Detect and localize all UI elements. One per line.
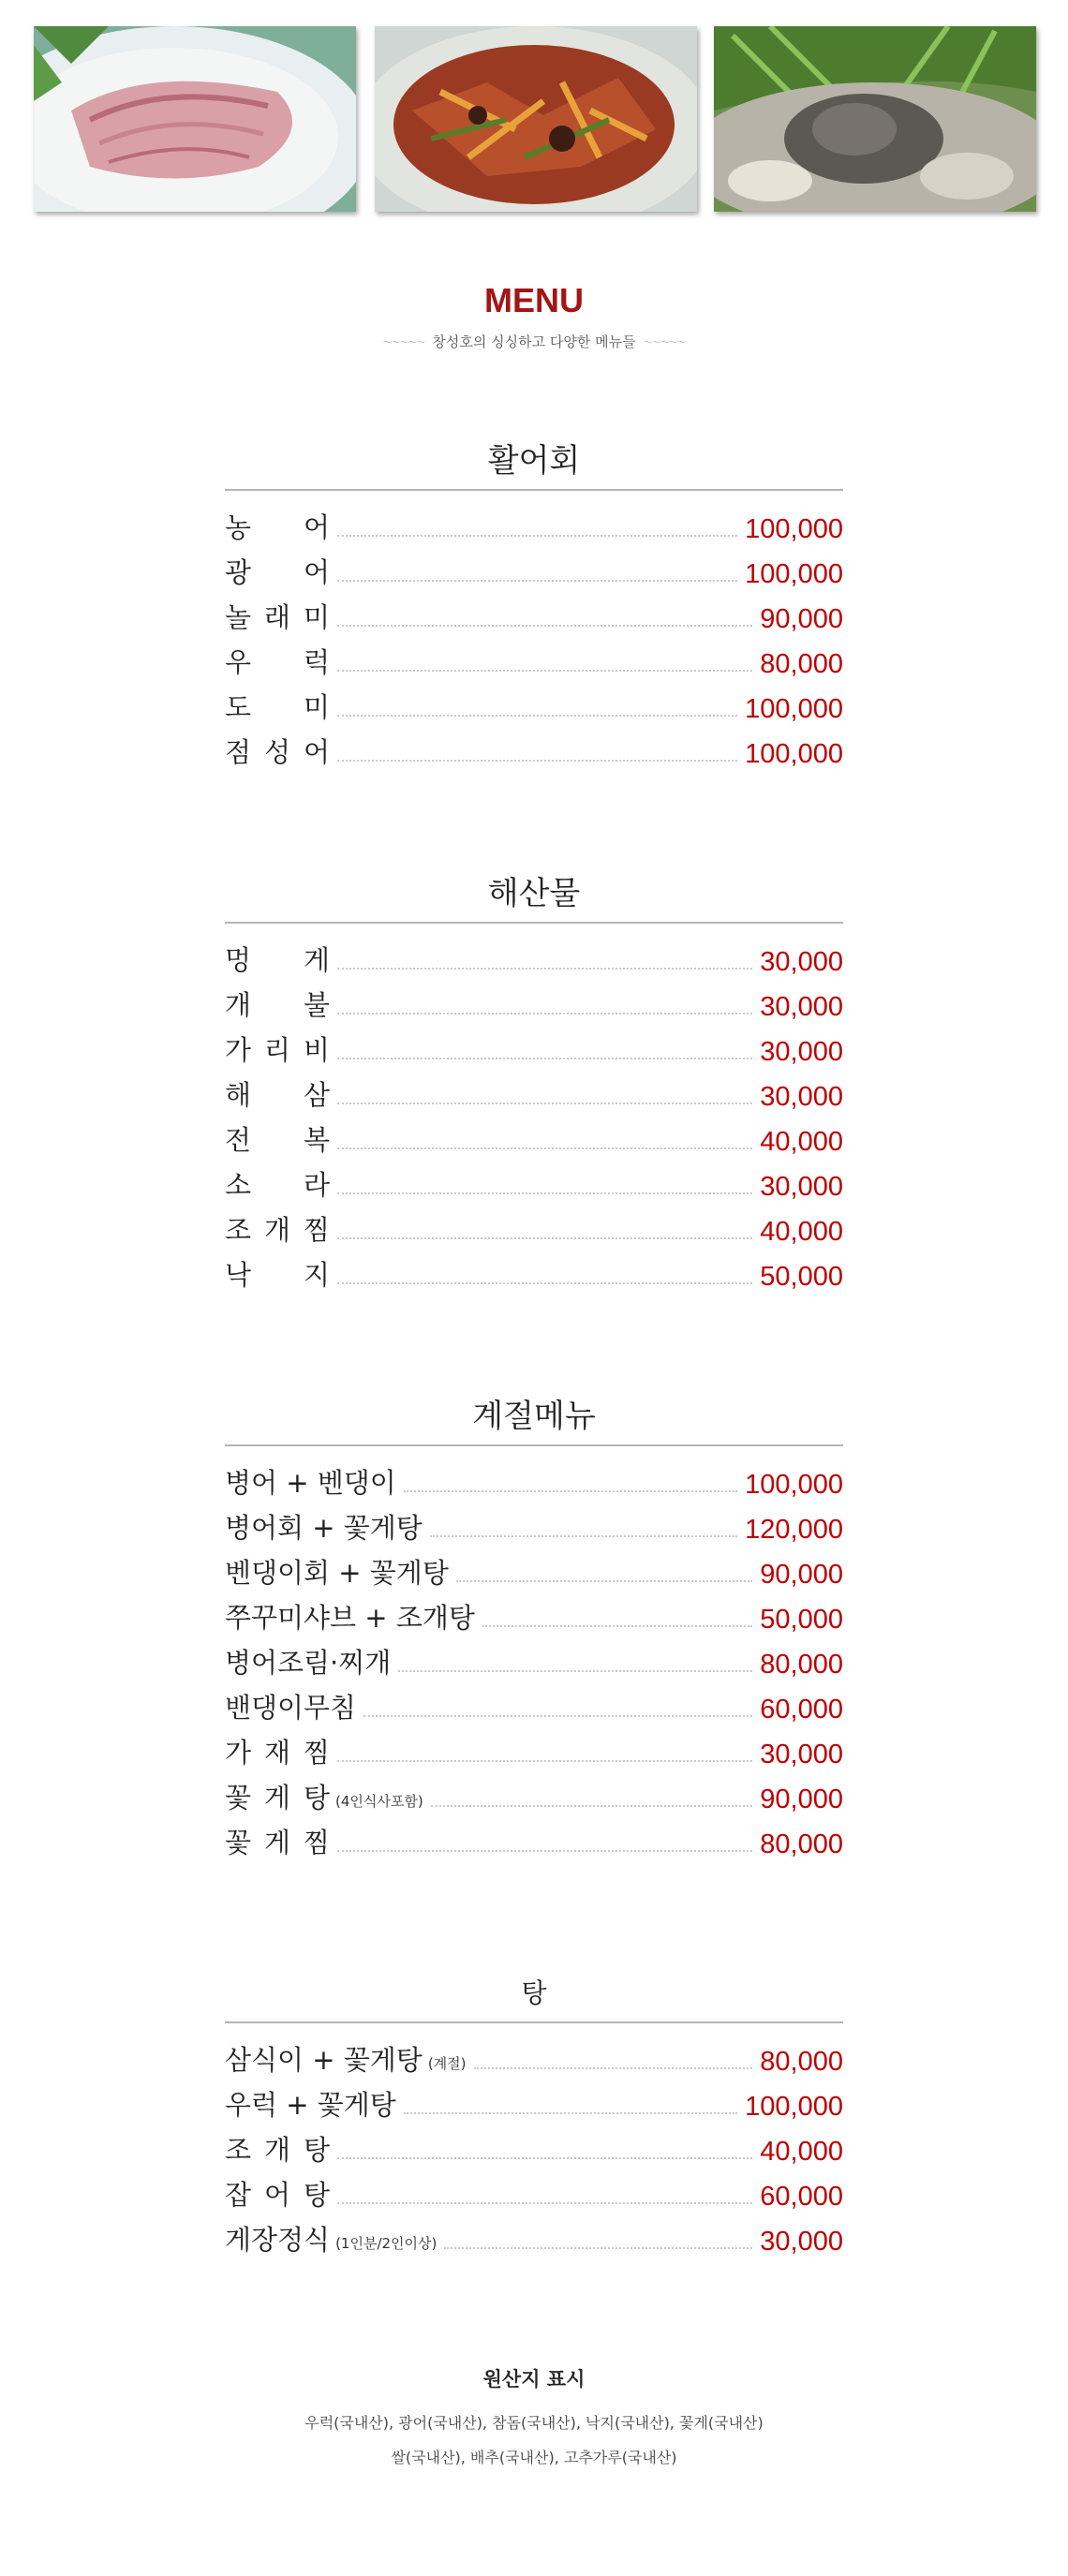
menu-item-price: 60,000: [760, 1695, 843, 1725]
dotted-leader: [398, 1670, 752, 1672]
menu-item-name: 가 리 비: [225, 1034, 330, 1066]
page-title: MENU: [484, 281, 584, 319]
menu-item-name: 점 성 어: [225, 736, 330, 768]
origin-notice: [0, 2364, 1068, 2467]
menu-item: [225, 2078, 843, 2123]
menu-item-name: 밴댕이무침: [225, 1692, 357, 1724]
dotted-leader: [337, 2157, 752, 2159]
menu-item-price: 80,000: [760, 649, 843, 679]
menu-item-price: 100,000: [745, 694, 843, 724]
menu-item: [225, 1023, 843, 1068]
dotted-leader: [404, 2112, 737, 2114]
menu-item-name: 도 미: [225, 691, 330, 723]
menu-item-price: 120,000: [745, 1515, 843, 1545]
menu-item-name: 잡 어 탕: [225, 2179, 330, 2211]
menu-item: [225, 2123, 843, 2168]
wave-ornament-left-icon: 〜〜〜〜〜: [382, 338, 425, 348]
dotted-leader: [404, 1490, 737, 1492]
menu-item-name: 병어조림·찌개: [225, 1647, 392, 1679]
menu-item-name: 우 럭: [225, 646, 330, 678]
subtitle-text: 창성호의 싱싱하고 다양한 메뉴들: [432, 333, 636, 350]
menu-item-price: 40,000: [760, 1217, 843, 1247]
origin-line: 쌀(국내산), 배추(국내산), 고추가루(국내산): [391, 2449, 677, 2466]
menu-item-name: 조 개 탕: [225, 2134, 330, 2166]
page-subtitle: [0, 332, 1068, 351]
menu-item: [225, 2168, 843, 2213]
dotted-leader: [444, 2247, 752, 2249]
menu-item-name: 게장정식: [225, 2224, 331, 2256]
menu-item-price: 100,000: [745, 2092, 843, 2122]
dotted-leader: [337, 2202, 752, 2204]
menu-item-price: 40,000: [760, 1127, 843, 1157]
menu-item: [225, 1456, 843, 1501]
menu-item: [225, 1068, 843, 1113]
dotted-leader: [482, 1625, 752, 1627]
menu-item: [225, 1770, 843, 1815]
menu-item-price: 60,000: [760, 2182, 843, 2212]
menu-item: [225, 1591, 843, 1636]
menu-item: [225, 680, 843, 725]
menu-item-name: 가 재 찜: [225, 1737, 330, 1769]
origin-title: 원산지 표시: [482, 2368, 586, 2391]
section-divider: [225, 2021, 843, 2023]
menu-item-name: 꽃 게 탕: [225, 1782, 330, 1814]
dotted-leader: [337, 715, 737, 717]
section-divider: [225, 922, 843, 924]
menu-item-price: 80,000: [760, 1650, 843, 1680]
menu-item-price: 30,000: [760, 1740, 843, 1769]
section-title: 탕: [521, 1977, 547, 2008]
dotted-leader: [337, 670, 752, 672]
menu-item-price: 90,000: [760, 1784, 843, 1814]
dotted-leader: [363, 1715, 752, 1717]
menu-list: [225, 2033, 843, 2258]
menu-item: [225, 933, 843, 978]
section-divider: [225, 489, 843, 491]
menu-item-name: 꽃 게 찜: [225, 1827, 330, 1858]
dotted-leader: [337, 1103, 752, 1104]
dotted-leader: [337, 968, 752, 970]
menu-item-price: 50,000: [760, 1605, 843, 1635]
dotted-leader: [474, 2067, 753, 2069]
section-title: 활어회: [487, 442, 581, 480]
menu-item-price: 100,000: [745, 739, 843, 769]
menu-item-name: 우럭 + 꽃게탕: [225, 2089, 396, 2121]
menu-item-price: 100,000: [745, 1470, 843, 1500]
wave-ornament-right-icon: 〜〜〜〜〜: [643, 338, 686, 348]
menu-item-price: 100,000: [745, 514, 843, 544]
menu-item: [225, 725, 843, 770]
menu-item-price: 30,000: [760, 2227, 843, 2257]
menu-item: [225, 545, 843, 590]
dotted-leader: [430, 1535, 737, 1537]
dotted-leader: [337, 1147, 752, 1149]
menu-item-name: 벤댕이회 + 꽃게탕: [225, 1557, 449, 1589]
menu-item-note: (1인분/2인이상): [335, 2235, 438, 2252]
menu-list: [225, 500, 843, 770]
photo-strip: [34, 26, 1036, 217]
origin-line: 우럭(국내산), 광어(국내산), 참돔(국내산), 낙지(국내산), 꽃게(국내산): [304, 2414, 764, 2432]
dotted-leader: [337, 760, 737, 762]
menu-item-name: 삼식이 + 꽃게탕: [225, 2044, 423, 2076]
dotted-leader: [337, 625, 752, 627]
menu-item-name: 쭈꾸미샤브 + 조개탕: [225, 1602, 475, 1634]
menu-item-price: 80,000: [760, 2047, 843, 2077]
menu-item-name: 조 개 찜: [225, 1214, 330, 1246]
menu-item-price: 90,000: [760, 604, 843, 634]
dotted-leader: [337, 580, 737, 582]
dotted-leader: [337, 1282, 752, 1284]
menu-item-price: 30,000: [760, 947, 843, 977]
menu-list: [225, 1456, 843, 1860]
dotted-leader: [337, 1013, 752, 1014]
menu-item: [225, 500, 843, 545]
menu-item-note: (계절): [427, 2055, 467, 2072]
menu-item-note: (4인식사포함): [335, 1793, 423, 1810]
menu-item-price: 30,000: [760, 1172, 843, 1202]
menu-item: [225, 1680, 843, 1725]
menu-header: [0, 281, 1068, 351]
menu-item: [225, 1248, 843, 1293]
menu-item-name: 병어 + 벤댕이: [225, 1467, 396, 1499]
menu-item-name: 멍 게: [225, 944, 330, 976]
menu-item-name: 소 라: [225, 1169, 330, 1201]
menu-item-name: 광 어: [225, 556, 330, 588]
menu-item: [225, 1113, 843, 1158]
menu-item: [225, 1815, 843, 1860]
menu-item-price: 40,000: [760, 2137, 843, 2167]
menu-item: [225, 1725, 843, 1770]
menu-section-stew: [225, 1965, 843, 2258]
menu-item: [225, 635, 843, 680]
section-title: 계절메뉴: [472, 1398, 596, 1435]
menu-section-seafood: [225, 866, 843, 1293]
menu-item-price: 90,000: [760, 1560, 843, 1590]
dotted-leader: [337, 1850, 752, 1852]
menu-item: [225, 1636, 843, 1680]
menu-section-raw-fish: [225, 433, 843, 770]
menu-item: [225, 978, 843, 1023]
menu-item-name: 낙 지: [225, 1259, 330, 1291]
menu-item: [225, 2033, 843, 2078]
menu-item: [225, 1501, 843, 1546]
menu-item-name: 병어회 + 꽃게탕: [225, 1512, 423, 1544]
menu-item-price: 30,000: [760, 1082, 843, 1112]
menu-item-price: 30,000: [760, 992, 843, 1022]
dotted-leader: [337, 1760, 752, 1762]
dotted-leader: [337, 1058, 752, 1059]
menu-item-price: 100,000: [745, 559, 843, 589]
menu-item-name: 농 어: [225, 511, 330, 543]
menu-item-name: 전 복: [225, 1124, 330, 1156]
dotted-leader: [337, 535, 737, 537]
dotted-leader: [431, 1805, 753, 1807]
menu-item-name: 개 불: [225, 989, 330, 1021]
menu-item-name: 해 삼: [225, 1079, 330, 1111]
section-title: 해산물: [487, 875, 581, 912]
spicy-seafood-salad-photo: [375, 26, 697, 212]
menu-item: [225, 1158, 843, 1203]
menu-section-seasonal: [225, 1388, 843, 1860]
menu-item: [225, 2213, 843, 2258]
menu-item-name: 놀 래 미: [225, 601, 330, 633]
menu-item-price: 30,000: [760, 1037, 843, 1067]
seafood-hotpot-photo: [714, 26, 1036, 212]
sliced-raw-fish-photo: [34, 26, 356, 212]
section-divider: [225, 1444, 843, 1446]
menu-list: [225, 933, 843, 1293]
dotted-leader: [337, 1192, 752, 1194]
menu-item: [225, 1546, 843, 1591]
dotted-leader: [456, 1580, 752, 1582]
menu-item-price: 50,000: [760, 1262, 843, 1292]
menu-item-price: 80,000: [760, 1829, 843, 1859]
menu-item: [225, 1203, 843, 1248]
dotted-leader: [337, 1237, 752, 1239]
menu-item: [225, 590, 843, 635]
